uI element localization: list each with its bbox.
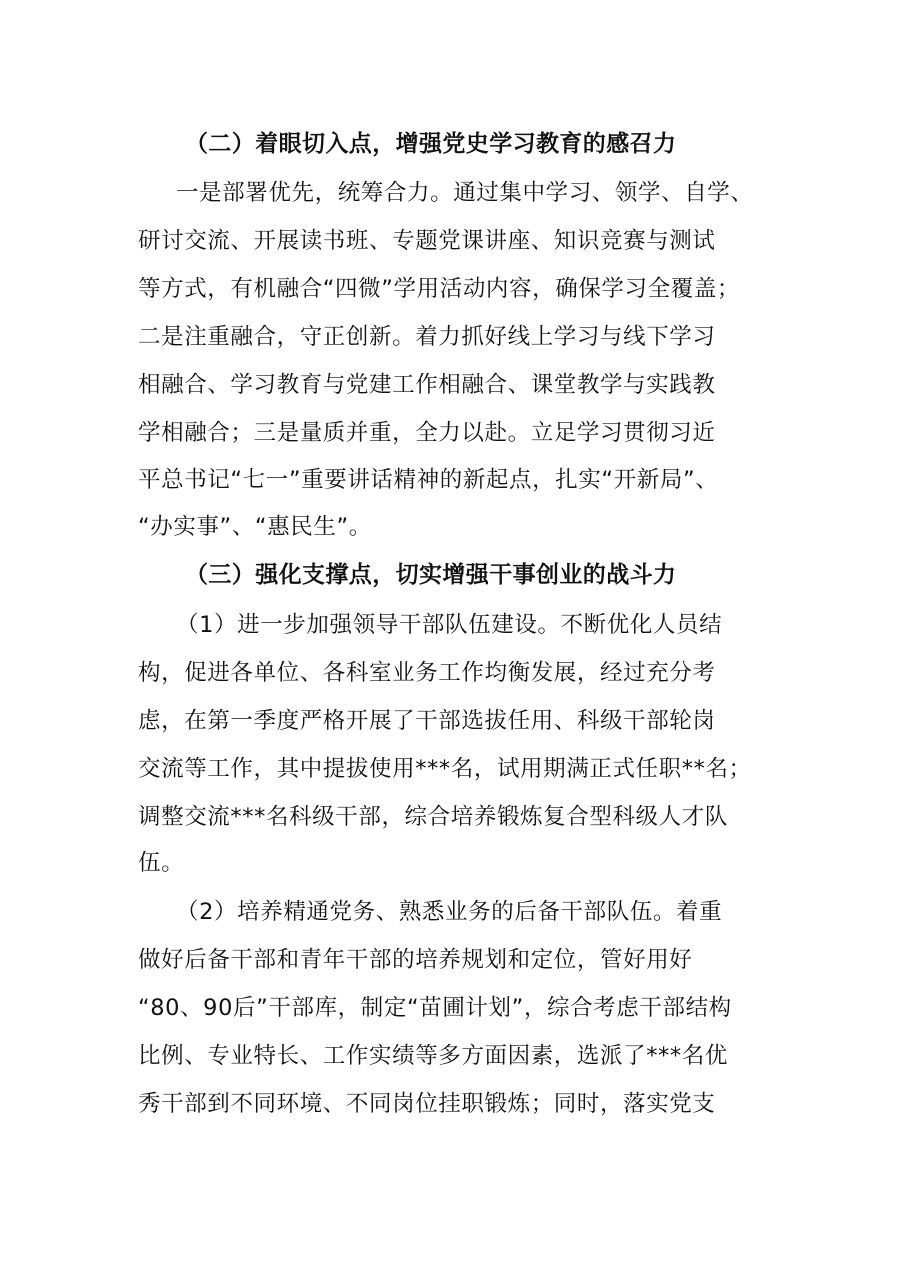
paragraph-line: 秀干部到不同环境、不同岗位挂职锻炼；同时，落实党支 <box>138 1091 716 1117</box>
paragraph-line: （2）培养精通党务、熟悉业务的后备干部队伍。着重 <box>176 899 723 925</box>
paragraph-line: 二是注重融合，守正创新。着力抓好线上学习与线下学习 <box>138 324 716 350</box>
paragraph-line: 虑，在第一季度严格开展了干部选拔任用、科级干部轮岗 <box>138 708 716 734</box>
section-heading-3: （三）强化支撑点，切实增强干事创业的战斗力 <box>185 562 677 588</box>
paragraph-line: “办实事”、“惠民生”。 <box>138 514 372 540</box>
paragraph-line: 一是部署优先，统筹合力。通过集中学习、领学、自学、 <box>176 180 754 206</box>
paragraph-line: 构，促进各单位、各科室业务工作均衡发展，经过充分考 <box>138 660 716 686</box>
paragraph-line: 平总书记“七一”重要讲话精神的新起点，扎实“开新局”、 <box>138 467 719 493</box>
paragraph-line: 学相融合；三是量质并重，全力以赴。立足学习贯彻习近 <box>138 420 716 446</box>
paragraph-line: 相融合、学习教育与党建工作相融合、课堂教学与实践教 <box>138 372 716 398</box>
paragraph-line: 研讨交流、开展读书班、专题党课讲座、知识竞赛与测试 <box>138 228 716 254</box>
paragraph-line: 做好后备干部和青年干部的培养规划和定位，管好用好 <box>138 947 693 973</box>
paragraph-line: 比例、专业特长、工作实绩等多方面因素，选派了***名优 <box>138 1043 728 1069</box>
paragraph-line: “80、90后”干部库，制定“苗圃计划”，综合考虑干部结构 <box>138 995 732 1021</box>
paragraph-line: 伍。 <box>138 850 185 876</box>
section-heading-2: （二）着眼切入点，增强党史学习教育的感召力 <box>185 131 677 157</box>
paragraph-line: （1）进一步加强领导干部队伍建设。不断优化人员结 <box>176 612 723 638</box>
paragraph-line: 调整交流***名科级干部，综合培养锻炼复合型科级人才队 <box>138 804 728 830</box>
paragraph-line: 交流等工作，其中提拔使用***名，试用期满正式任职**名； <box>138 756 752 782</box>
paragraph-line: 等方式，有机融合“四微”学用活动内容，确保学习全覆盖； <box>138 276 741 302</box>
